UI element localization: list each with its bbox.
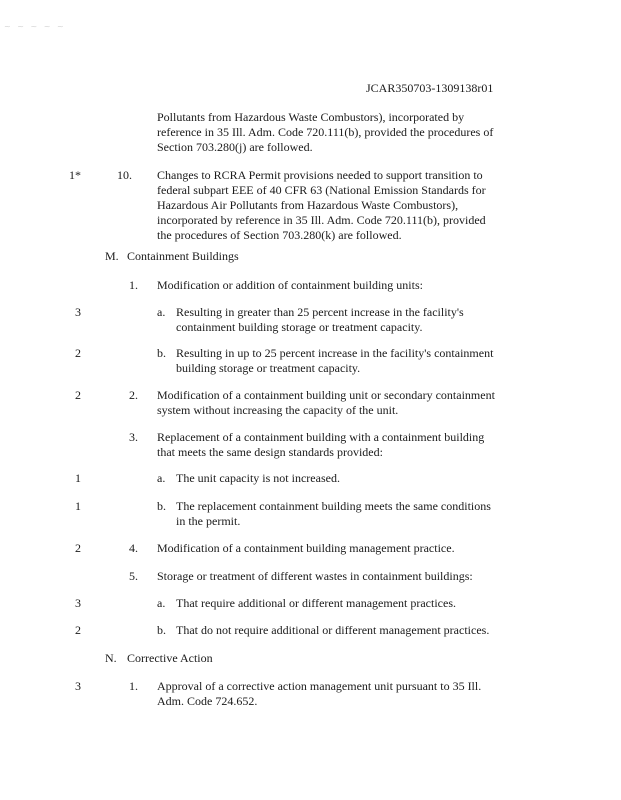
item-text: Modification or addition of containment building units: — [157, 278, 423, 292]
text-line: Pollutants from Hazardous Waste Combustors), incorporated by — [157, 110, 465, 124]
permit-class-label: 3 — [75, 305, 81, 319]
text-line: that meets the same design standards provided: — [157, 445, 383, 459]
text-line: Modification of a containment building unit or secondary containment — [157, 388, 495, 402]
text-line: reference in 35 Ill. Adm. Code 720.111(b), provided the procedures of — [157, 125, 494, 139]
sub-item-text: That do not require additional or different management practices. — [176, 623, 490, 637]
sub-item-text — [176, 499, 491, 529]
section-title: Containment Buildings — [127, 249, 239, 263]
permit-class-label: 1* — [69, 168, 81, 182]
sub-item-letter: a. — [157, 305, 166, 319]
item-text — [157, 679, 481, 709]
permit-class-label: 2 — [75, 388, 81, 402]
sub-item-letter: b. — [157, 346, 166, 360]
text-line: Changes to RCRA Permit provisions needed to support transition to — [157, 168, 483, 182]
text-line: building storage or treatment capacity. — [176, 361, 361, 375]
permit-class-label: 1 — [75, 471, 81, 485]
permit-class-label: 3 — [75, 679, 81, 693]
text-line: containment building storage or treatment capacity. — [176, 320, 423, 334]
sub-item-letter: a. — [157, 596, 166, 610]
text-line: incorporated by reference in 35 Ill. Adm. Code 720.111(b), provided — [157, 213, 486, 227]
item-number: 4. — [129, 541, 138, 555]
sub-item-letter: b. — [157, 623, 166, 637]
section-letter: N. — [105, 651, 117, 665]
text-line: Section 703.280(j) are followed. — [157, 140, 313, 154]
item-10-text — [157, 168, 486, 243]
item-text: Modification of a containment building management practice. — [157, 541, 455, 555]
continuation-paragraph — [157, 110, 493, 155]
permit-class-label: 1 — [75, 499, 81, 513]
text-line: Approval of a corrective action management unit pursuant to 35 Ill. — [157, 679, 482, 693]
item-number: 2. — [129, 388, 138, 402]
item-text — [157, 430, 484, 460]
item-text — [157, 388, 495, 418]
sub-item-text: That require additional or different management practices. — [176, 596, 456, 610]
text-line: Hazardous Air Pollutants from Hazardous Waste Combustors), — [157, 198, 459, 212]
text-line: Adm. Code 724.652. — [157, 694, 258, 708]
text-line: in the permit. — [176, 514, 241, 528]
sub-item-text — [176, 305, 464, 335]
text-line: system without increasing the capacity of the unit. — [157, 403, 399, 417]
text-line: Resulting in greater than 25 percent increase in the facility's — [176, 305, 464, 319]
permit-class-label: 2 — [75, 623, 81, 637]
item-number: 1. — [129, 278, 138, 292]
document-id: JCAR350703-1309138r01 — [366, 81, 494, 95]
text-line: Replacement of a containment building with a containment building — [157, 430, 485, 444]
item-number: 10. — [117, 168, 132, 182]
item-number: 5. — [129, 569, 138, 583]
text-line: the procedures of Section 703.280(k) are followed. — [157, 228, 402, 242]
permit-class-label: 3 — [75, 596, 81, 610]
sub-item-letter: a. — [157, 471, 166, 485]
sub-item-letter: b. — [157, 499, 166, 513]
sub-item-text — [176, 346, 493, 376]
item-text: Storage or treatment of different wastes in containment buildings: — [157, 569, 473, 583]
section-letter: M. — [105, 249, 119, 263]
text-line: The replacement containment building meets the same conditions — [176, 499, 491, 513]
page-stamp: ~ ~ ~ ~ ~ — [4, 22, 66, 31]
text-line: Resulting in up to 25 percent increase in the facility's containment — [176, 346, 494, 360]
item-number: 1. — [129, 679, 138, 693]
permit-class-label: 2 — [75, 541, 81, 555]
permit-class-label: 2 — [75, 346, 81, 360]
sub-item-text: The unit capacity is not increased. — [176, 471, 340, 485]
section-title: Corrective Action — [127, 651, 213, 665]
item-number: 3. — [129, 430, 138, 444]
text-line: federal subpart EEE of 40 CFR 63 (National Emission Standards for — [157, 183, 486, 197]
